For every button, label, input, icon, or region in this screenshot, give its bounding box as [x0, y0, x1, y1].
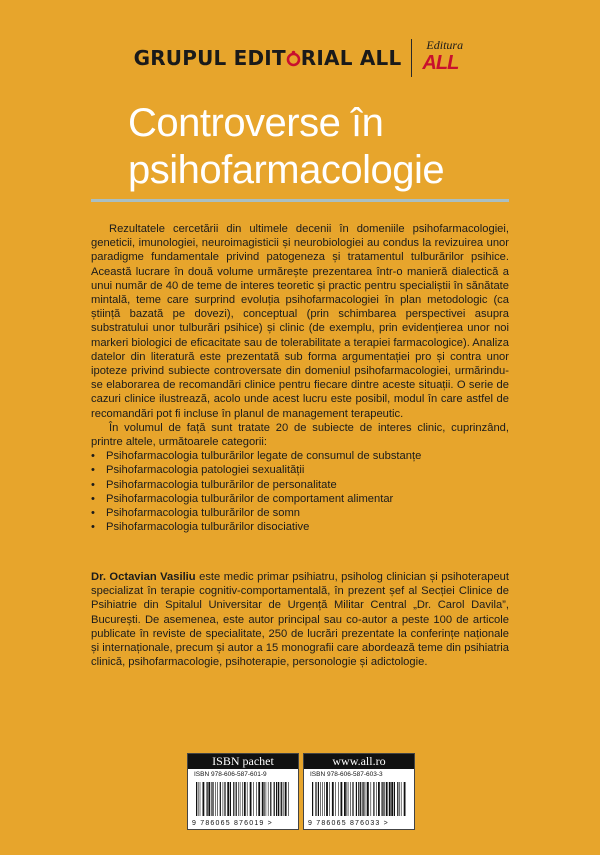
barcode-box-1 — [187, 753, 299, 830]
publisher-logo-o-icon — [286, 48, 301, 64]
barcode-box-2 — [303, 753, 415, 830]
list-item: • Psihofarmacologia patologiei sexualității — [91, 463, 509, 477]
list-item: • Psihofarmacologia tulburărilor de personalitate — [91, 478, 509, 492]
brand-divider — [411, 39, 412, 77]
barcode-caption: ISBN pachet — [188, 754, 298, 769]
publisher-header — [0, 38, 600, 78]
book-summary — [91, 222, 509, 534]
category-list — [91, 449, 509, 534]
title-line-2: psihofarmacologie — [128, 148, 445, 192]
summary-paragraph-1: Rezultatele cercetării din ultimele decenii în domeniile psihofarmacologiei, geneticii, imunologiei, neuroimagisticii și neurobiologiei au condus la revizuirea unor paradigme fundamentale privind patogeneza și tratamentul tulburărilor psihice. Această lucrare în două volume urmărește prezentarea într-o manieră dialectică a unui număr de 40 de teme de interes teoretic și practic pentru specialiștii în sănătate mintală, teme care surprind evoluția psihofarmacologiei în plan metodologic (ca știință bazată pe dovezi), conceptual (prin schimbarea perspectivei asupra substratului unor tulburări psihice) și clinic (de exemplu, prin evidențierea unor noi markeri biologici de eficacitate sau de tolerabilitate a terapiei farmacologice). Analiza datelor din literatură este prezentată sub forma argumentației pro și contra unor ipoteze privind subiecte controversate din domeniul psihofarmacologiei, urmărindu-se elaborarea de recomandări clinice pentru fiecare dintre aceste situații. O serie de cazuri clinice ilustrează, acolo unde acest lucru este posibil, modul în care astfel de recomandări pot fi incluse în planul de management terapeutic. — [91, 223, 509, 420]
title-divider — [91, 199, 509, 202]
author-name: Dr. Octavian Vasiliu — [91, 571, 196, 583]
list-item: • Psihofarmacologia tulburărilor legate de consumul de substanțe — [91, 449, 509, 463]
list-item: • Psihofarmacologia tulburărilor de somn — [91, 506, 509, 520]
editura-all-logo: Editura ALL — [422, 38, 464, 74]
author-bio — [91, 570, 509, 669]
list-item: • Psihofarmacologia tulburărilor de comportament alimentar — [91, 492, 509, 506]
barcode-icon — [194, 782, 292, 816]
title-line-1: Controverse în — [128, 101, 384, 145]
barcode-digits: 9 786065 876033 > — [308, 820, 389, 827]
barcode-digits: 9 786065 876019 > — [192, 820, 273, 827]
list-item: • Psihofarmacologia tulburărilor disociative — [91, 520, 509, 534]
book-title — [128, 100, 568, 194]
barcode-icon — [310, 782, 408, 816]
summary-paragraph-2: În volumul de față sunt tratate 20 de subiecte de interes clinic, cuprinzând, printre altele, următoarele categorii: — [91, 421, 509, 449]
publisher-name: GRUPUL EDIT RIAL ALL — [133, 46, 402, 70]
barcode-caption: www.all.ro — [304, 754, 414, 769]
isbn-number: ISBN 978-606-587-603-3 — [310, 771, 383, 778]
isbn-number: ISBN 978-606-587-601-9 — [194, 771, 267, 778]
author-description: este medic primar psihiatru, psiholog clinician și psihoterapeut specializat în terapie cognitiv-comportamentală, în prezent șef al Secției Clinice de Psihiatrie din Spitalul Universitar de Urgență Militar Central „Dr. Carol Davila”, București. De asemenea, este autor principal sau co-autor a peste 100 de articole publicate în reviste de specialitate, 250 de lucrări prezentate la conferințe naționale și internaționale, precum și autor a 15 monografii care abordează teme din psihiatria clinică, psihofarmacologie, psihoterapie, personologie și adictologie. — [91, 571, 510, 669]
